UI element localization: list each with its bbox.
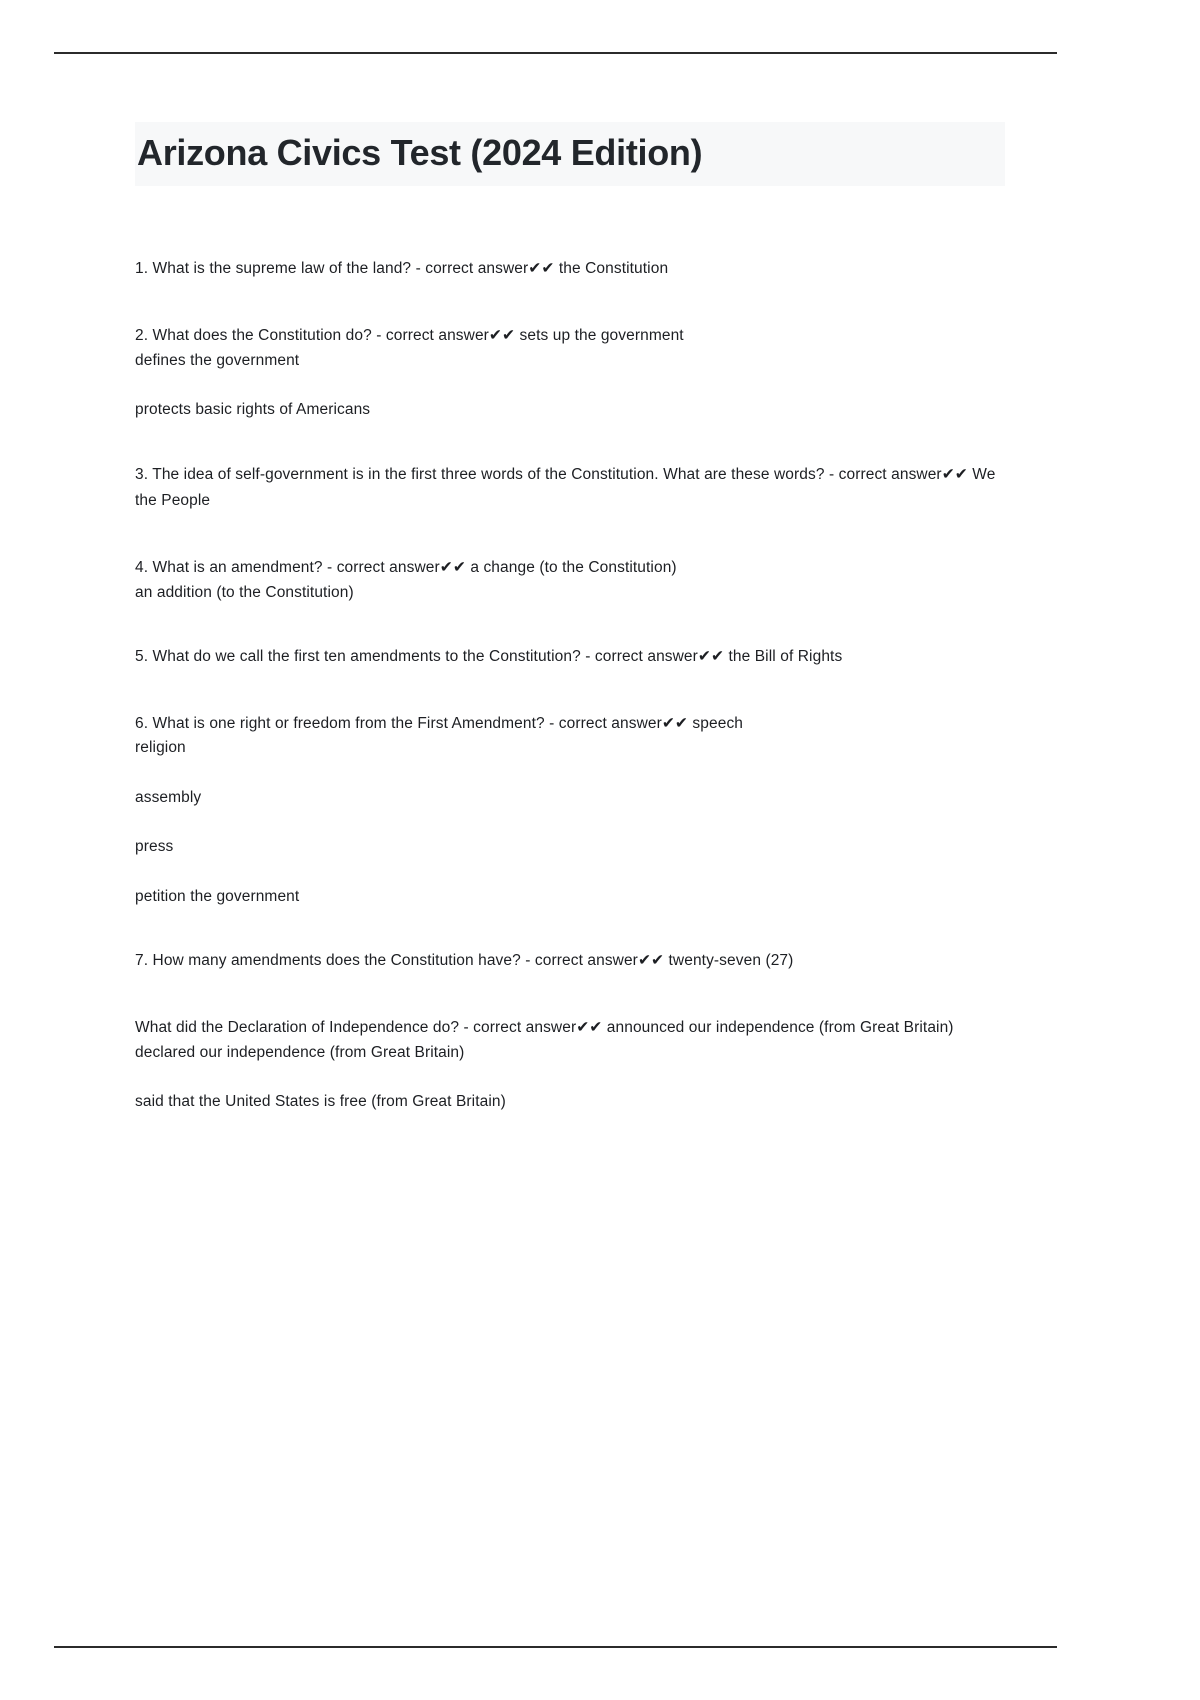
qa-item-1 xyxy=(135,256,1007,283)
answer-extra-line: an addition (to the Constitution) xyxy=(135,583,354,601)
qa-item-3 xyxy=(135,462,1007,515)
question-answer-text: 5. What do we call the first ten amendments to the Constitution? - correct answer✔✔ the Bill of Rights xyxy=(135,648,843,666)
answer-extra-line: said that the United States is free (from Great Britain) xyxy=(135,1093,506,1111)
qa-item-5 xyxy=(135,644,1007,671)
footer-divider xyxy=(54,1646,1057,1648)
header-divider xyxy=(54,52,1057,54)
answer-extra-line: defines the government xyxy=(135,351,300,369)
qa-item-8 xyxy=(135,1015,1007,1114)
question-answer-text: 2. What does the Constitution do? - correct answer✔✔ sets up the government xyxy=(135,327,684,345)
answer-extra-line: protects basic rights of Americans xyxy=(135,401,371,419)
qa-item-4 xyxy=(135,555,1007,604)
answer-extra-line: petition the government xyxy=(135,887,300,905)
answer-extra-line: press xyxy=(135,838,174,856)
question-answer-text: 1. What is the supreme law of the land? - correct answer✔✔ the Constitution xyxy=(135,260,669,278)
question-list xyxy=(135,256,1007,1113)
answer-extra-line: religion xyxy=(135,739,186,757)
question-answer-text: 7. How many amendments does the Constitution have? - correct answer✔✔ twenty-seven (27) xyxy=(135,952,794,970)
answer-extra-line: declared our independence (from Great Britain) xyxy=(135,1043,465,1061)
answer-extra-line: assembly xyxy=(135,788,202,806)
qa-item-6 xyxy=(135,711,1007,909)
question-answer-text: What did the Declaration of Independence do? - correct answer✔✔ announced our independence (from Great Britain) xyxy=(135,1019,954,1036)
qa-item-2 xyxy=(135,323,1007,422)
question-answer-text: 3. The idea of self-government is in the first three words of the Constitution. What are these words? - correct answer✔✔ We the People xyxy=(135,465,996,510)
qa-item-7 xyxy=(135,948,1007,975)
question-answer-text: 6. What is one right or freedom from the First Amendment? - correct answer✔✔ speech xyxy=(135,714,744,732)
page-title: Arizona Civics Test (2024 Edition) xyxy=(135,122,1005,186)
document-content xyxy=(135,122,1007,1154)
question-answer-text: 4. What is an amendment? - correct answer✔✔ a change (to the Constitution) xyxy=(135,559,677,577)
